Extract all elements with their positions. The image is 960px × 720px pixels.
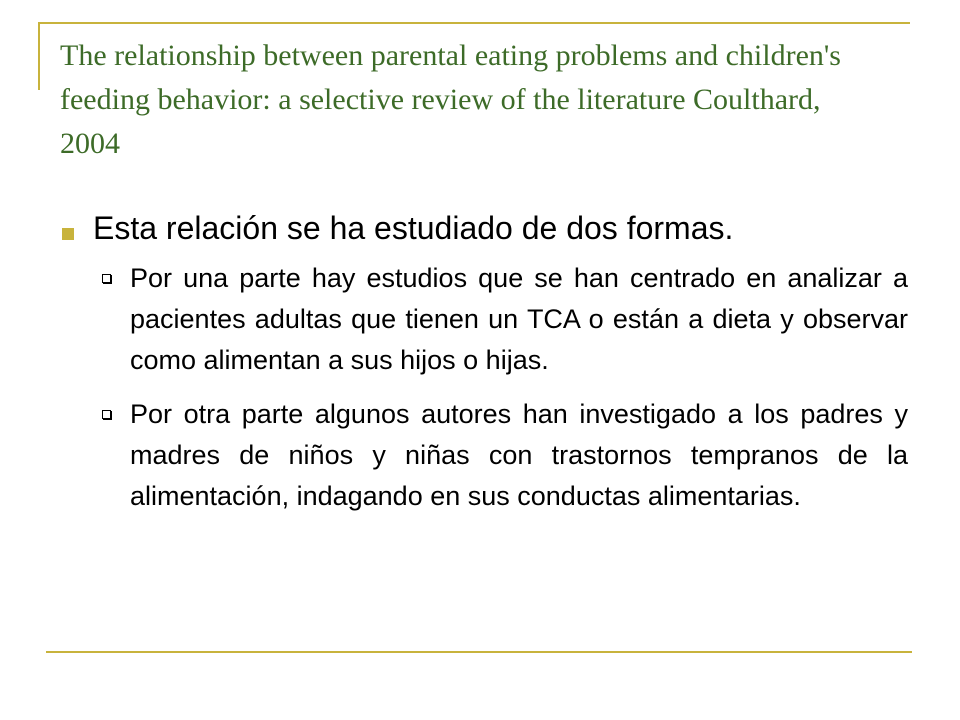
sub-bullet-text: Por una parte hay estudios que se han centrado en analizar a pacientes adultas que tienen un TCA o están a dieta y observar como alimentan a sus hijos o hijas.	[130, 263, 908, 375]
open-square-bullet-icon	[102, 274, 111, 283]
slide-title: The relationship between parental eating problems and children's feeding behavior: a selective review of the literature Coulthard, 2004	[60, 39, 841, 160]
slide-body	[60, 208, 908, 517]
filled-square-bullet-icon	[62, 228, 74, 240]
open-square-bullet-icon	[102, 410, 111, 419]
main-bullet-text: Esta relación se ha estudiado de dos formas.	[93, 210, 734, 246]
sub-bullet-point	[60, 394, 908, 517]
top-rule	[40, 22, 910, 24]
bottom-rule	[46, 651, 912, 653]
sub-bullet-point	[60, 258, 908, 381]
left-rule	[38, 22, 40, 90]
sub-bullet-text: Por otra parte algunos autores han investigado a los padres y madres de niños y niñas con trastornos tempranos de la alimentación, indagando en sus conductas alimentarias.	[130, 399, 908, 511]
main-bullet-point	[60, 208, 908, 248]
